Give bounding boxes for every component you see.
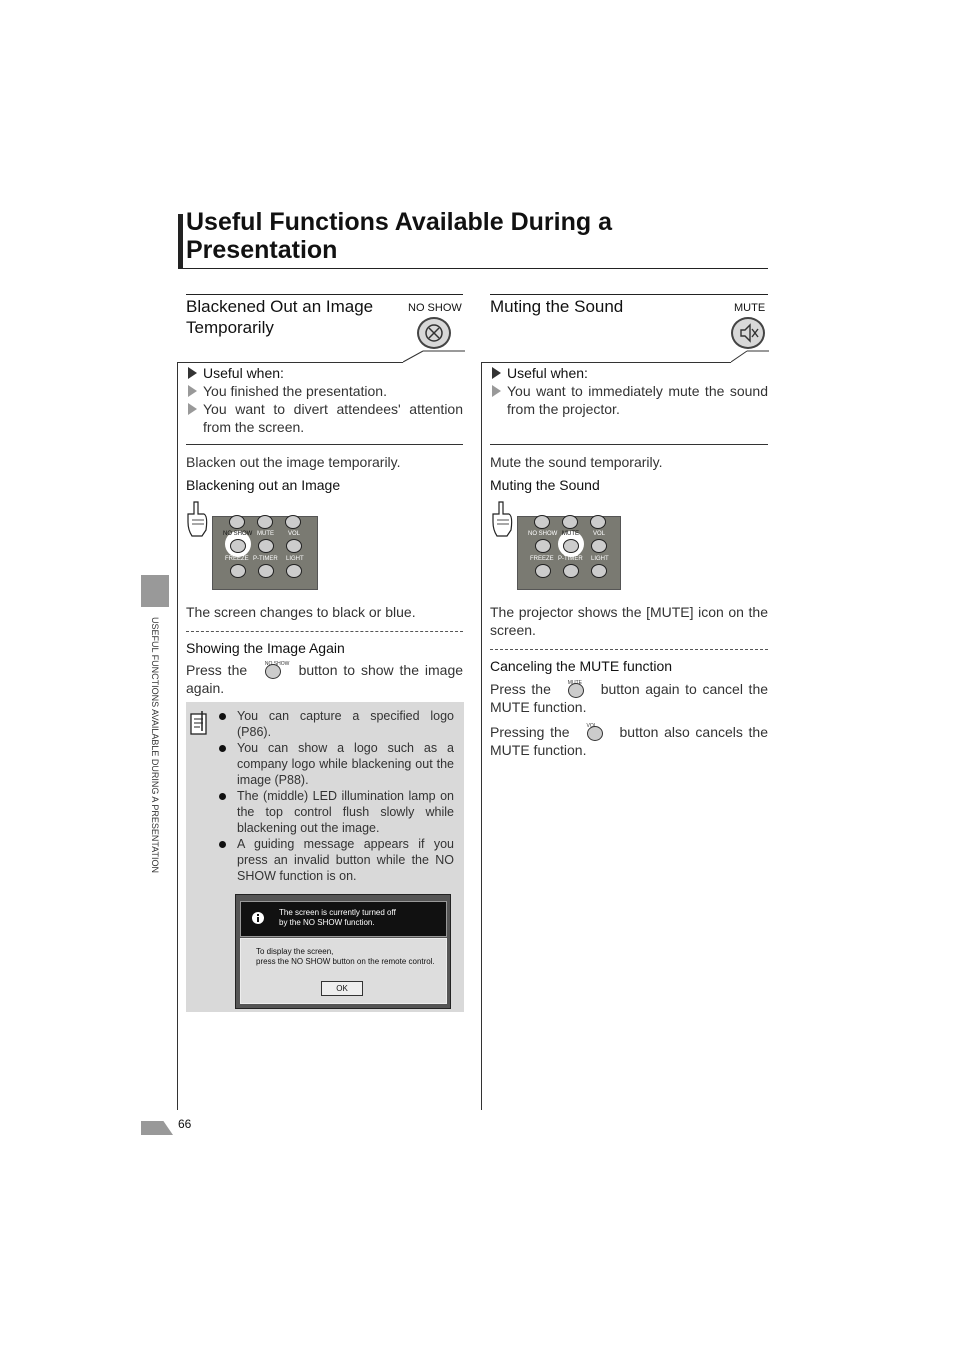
right-step-title: Muting the Sound bbox=[490, 477, 600, 493]
note-item: A guiding message appears if you press an invalid button while the NO SHOW function is on. bbox=[219, 836, 454, 884]
note-list bbox=[219, 708, 454, 884]
title-accent-bar bbox=[178, 214, 183, 268]
right-sub-title: Canceling the MUTE function bbox=[490, 658, 673, 674]
page-number: 66 bbox=[178, 1117, 192, 1131]
right-column-rule bbox=[481, 362, 482, 1110]
left-press-text: Press the NO SHOW button to show the image again. bbox=[186, 660, 464, 696]
right-useful-top-rule bbox=[481, 362, 731, 363]
zoom-button bbox=[562, 515, 578, 529]
triangle-icon bbox=[492, 367, 501, 379]
page-number-tab bbox=[141, 1121, 173, 1135]
left-intro: Blacken out the image temporarily. bbox=[186, 454, 401, 470]
ptimer-remote-button bbox=[258, 564, 274, 578]
triangle-icon bbox=[188, 403, 197, 415]
left-result: The screen changes to black or blue. bbox=[186, 604, 416, 620]
remote-label: MUTE bbox=[257, 531, 274, 537]
dialog-body bbox=[240, 938, 447, 1004]
triangle-icon bbox=[492, 385, 501, 397]
info-icon bbox=[251, 911, 265, 925]
useful-item: You finished the presentation. bbox=[186, 382, 463, 400]
mute-key-label: MUTE bbox=[734, 302, 766, 314]
vol-icon: VOL bbox=[587, 726, 603, 741]
keystone-button bbox=[285, 515, 301, 529]
useful-item: You want to immediately mute the sound from the projector. bbox=[490, 382, 768, 418]
left-divider bbox=[186, 444, 463, 445]
remote-label: P-TIMER bbox=[253, 556, 278, 562]
remote-label: FREEZE bbox=[225, 556, 249, 562]
remote-label: FREEZE bbox=[530, 556, 554, 562]
right-section-rule bbox=[490, 294, 768, 295]
mute-remote-button bbox=[563, 539, 579, 553]
ptimer-remote-button bbox=[563, 564, 579, 578]
remote-label: LIGHT bbox=[591, 556, 609, 562]
no-show-remote-button bbox=[535, 539, 551, 553]
triangle-icon bbox=[188, 385, 197, 397]
mute-icon: MUTE bbox=[568, 683, 584, 698]
mute-button-icon bbox=[731, 317, 765, 349]
useful-item: You want to divert attendees' attention from the screen. bbox=[186, 400, 463, 436]
right-intro: Mute the sound temporarily. bbox=[490, 454, 663, 470]
useful-when-heading: Useful when: bbox=[490, 364, 768, 382]
right-press-text-1: Press the MUTE button again to cancel the MUTE function. bbox=[490, 679, 769, 715]
left-useful-top-rule bbox=[177, 362, 403, 363]
hand-pointer-icon bbox=[491, 500, 515, 538]
left-useful-corner bbox=[403, 350, 465, 364]
no-show-message-dialog bbox=[235, 894, 451, 1009]
keystone-button bbox=[590, 515, 606, 529]
note-item: You can show a logo such as a company logo while blackening out the image (P88). bbox=[219, 740, 454, 788]
right-result: The projector shows the [MUTE] icon on the screen. bbox=[490, 604, 768, 638]
useful-when-heading: Useful when: bbox=[186, 364, 463, 382]
freeze-remote-button bbox=[230, 564, 246, 578]
light-remote-button bbox=[286, 564, 302, 578]
note-item: You can capture a specified logo (P86). bbox=[219, 708, 454, 740]
dialog-header-text: The screen is currently turned off by the NO SHOW function. bbox=[279, 908, 396, 927]
page-title: Useful Functions Available During a Presentation bbox=[186, 208, 612, 264]
zoom-button bbox=[257, 515, 273, 529]
dialog-header bbox=[240, 901, 447, 937]
right-useful-when bbox=[490, 364, 768, 418]
remote-label: P-TIMER bbox=[558, 556, 583, 562]
no-show-remote-button bbox=[230, 539, 246, 553]
triangle-icon bbox=[188, 367, 197, 379]
remote-label: MUTE bbox=[562, 531, 579, 537]
side-tab bbox=[141, 575, 169, 607]
right-divider bbox=[490, 444, 768, 445]
arrow-button bbox=[534, 515, 550, 529]
remote-label: NO SHOW bbox=[528, 531, 558, 537]
remote-label: VOL bbox=[288, 531, 301, 537]
remote-control-image bbox=[212, 516, 318, 590]
mute-remote-button bbox=[258, 539, 274, 553]
remote-label: LIGHT bbox=[286, 556, 304, 562]
right-dashed-rule bbox=[490, 649, 768, 650]
dialog-body-text: To display the screen, press the NO SHOW button on the remote control. bbox=[256, 947, 435, 966]
right-press-text-2: Pressing the VOL button also cancels the MUTE function. bbox=[490, 722, 768, 758]
hand-pointer-icon bbox=[186, 500, 210, 538]
vol-remote-button bbox=[286, 539, 302, 553]
no-show-icon: NO SHOW bbox=[265, 664, 281, 679]
left-section-heading: Blackened Out an Image Temporarily bbox=[186, 297, 374, 337]
left-useful-when bbox=[186, 364, 463, 436]
right-section-heading: Muting the Sound bbox=[490, 297, 624, 316]
no-show-button-icon bbox=[417, 317, 451, 349]
light-remote-button bbox=[591, 564, 607, 578]
vol-remote-button bbox=[591, 539, 607, 553]
remote-label: VOL bbox=[593, 531, 606, 537]
no-show-key-label: NO SHOW bbox=[408, 302, 462, 314]
freeze-remote-button bbox=[535, 564, 551, 578]
title-rule bbox=[178, 268, 768, 269]
left-sub-title: Showing the Image Again bbox=[186, 640, 345, 656]
side-label: USEFUL FUNCTIONS AVAILABLE DURING A PRESENTATION bbox=[150, 617, 160, 874]
left-section-rule bbox=[186, 294, 463, 295]
right-useful-corner bbox=[731, 350, 769, 364]
remote-control-image bbox=[517, 516, 621, 590]
left-column-rule bbox=[177, 362, 178, 1110]
note-item: The (middle) LED illumination lamp on the top control flush slowly while blackening out the image. bbox=[219, 788, 454, 836]
left-dashed-rule bbox=[186, 631, 463, 632]
memo-icon bbox=[190, 711, 208, 735]
dialog-ok-button: OK bbox=[321, 981, 363, 996]
left-step-title: Blackening out an Image bbox=[186, 477, 341, 493]
remote-label: NO SHOW bbox=[223, 531, 253, 537]
arrow-button bbox=[229, 515, 245, 529]
